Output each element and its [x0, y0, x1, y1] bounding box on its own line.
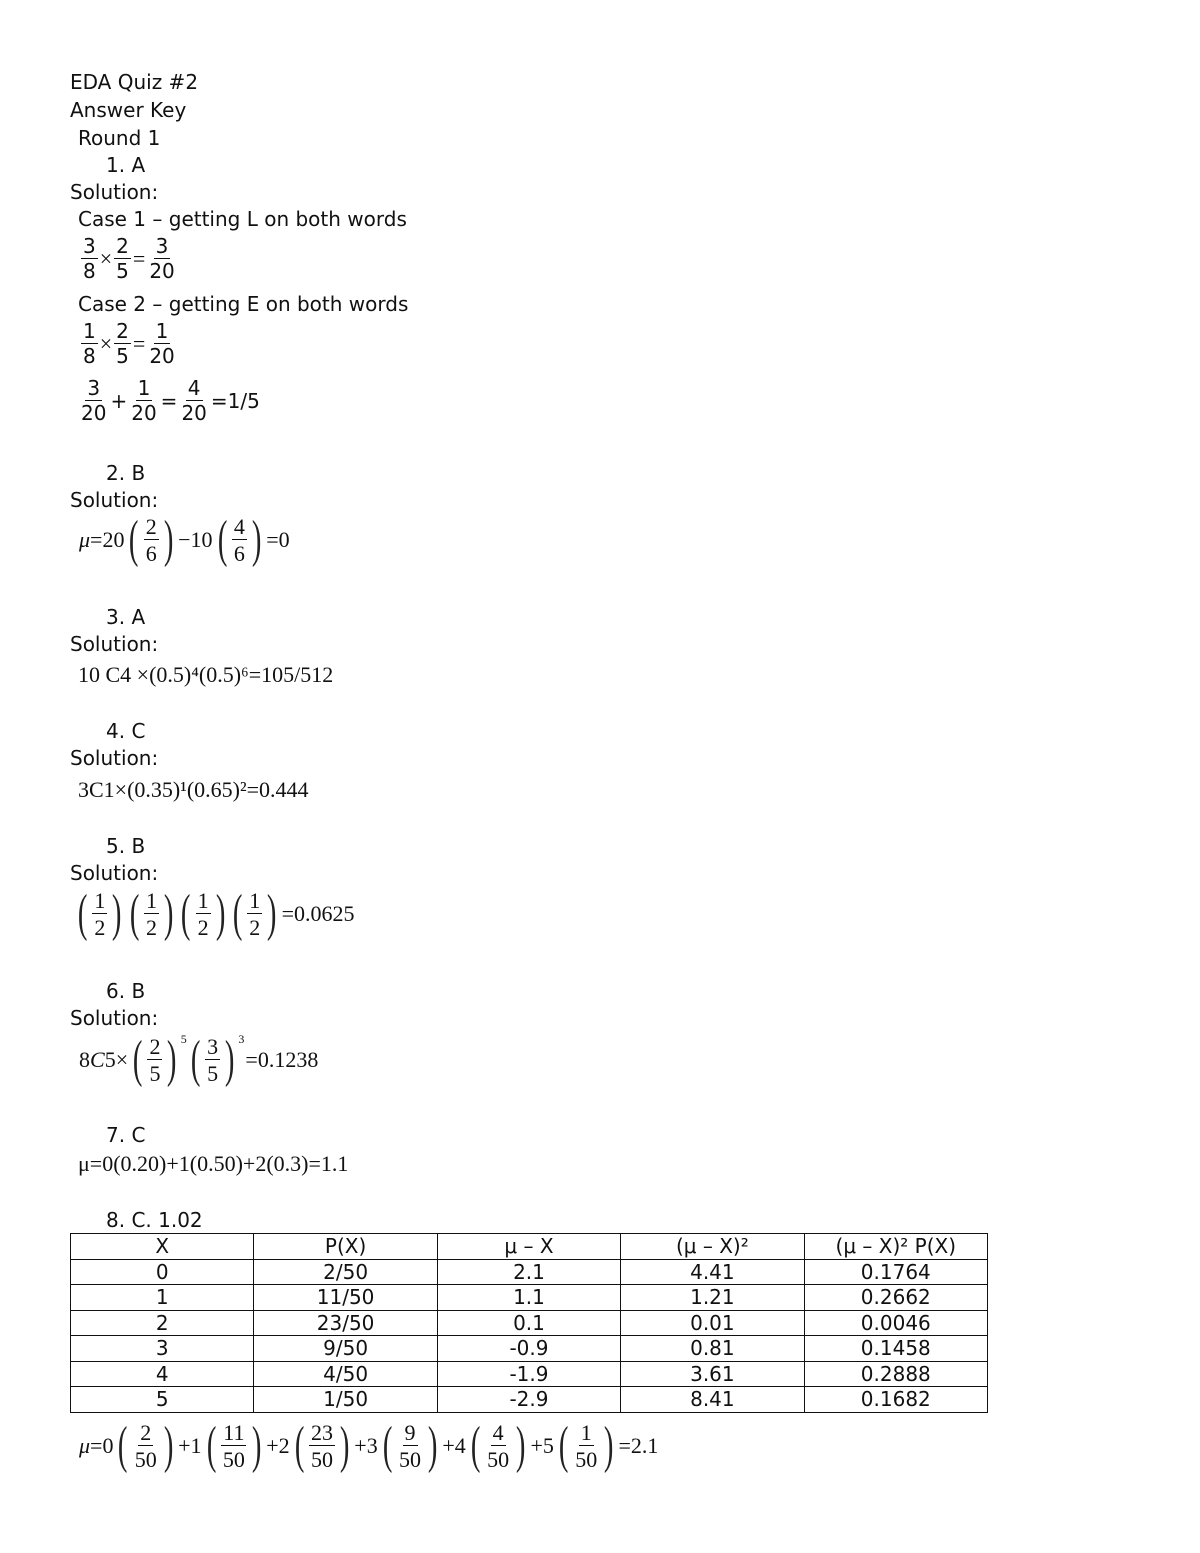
table-cell: 2.1: [437, 1259, 620, 1285]
table-cell: 3.61: [621, 1361, 804, 1387]
table-header: (μ – X)²: [621, 1234, 804, 1260]
table-cell: 0: [71, 1259, 254, 1285]
table-cell: 0.1458: [804, 1336, 987, 1362]
variance-table: [70, 1233, 988, 1413]
table-row: [71, 1310, 988, 1336]
table-cell: 4.41: [621, 1259, 804, 1285]
table-row: [71, 1285, 988, 1311]
binomial-equation-q3: 10 C4 ×(0.5)⁴(0.5)⁶=105/512: [78, 662, 334, 687]
table-cell: 0.1: [437, 1310, 620, 1336]
table-header: (μ – X)² P(X): [804, 1234, 987, 1260]
table-cell: 0.81: [621, 1336, 804, 1362]
table-cell: 11/50: [254, 1285, 437, 1311]
mean-equation-q7: μ=0(0.20)+1(0.50)+2(0.3)=1.1: [78, 1151, 349, 1176]
table-cell: 8.41: [621, 1387, 804, 1413]
table-cell: 0.0046: [804, 1310, 987, 1336]
table-cell: 5: [71, 1387, 254, 1413]
table-cell: 9/50: [254, 1336, 437, 1362]
solution-label: Solution:: [70, 861, 159, 885]
probability-equation-q5: ( $\frac{1}{2}$ ) ( $\frac{1}{2}$ ) ( $\frac{1}{2}$ ) ( $\frac{1}{2}$ ) =0.0625: [77, 885, 355, 942]
solution-label: Solution:: [70, 488, 159, 512]
table-header: μ – X: [437, 1234, 620, 1260]
solution-label: Solution:: [70, 746, 159, 770]
table-header-row: [71, 1234, 988, 1260]
sum-equation: $\frac{3}{20}$ + $\frac{1}{20}$ = $\frac{4}{20}$ =1/5: [81, 376, 260, 425]
case-1-text: Case 1 – getting L on both words: [78, 207, 407, 231]
case-1-equation: $\frac{3}{8}$ × $\frac{2}{5}$ = $\frac{3}{20}$: [83, 234, 175, 283]
case-2-text: Case 2 – getting E on both words: [78, 292, 409, 316]
table-cell: 0.1764: [804, 1259, 987, 1285]
table-cell: 1: [71, 1285, 254, 1311]
table-cell: 0.2888: [804, 1361, 987, 1387]
table-cell: 2/50: [254, 1259, 437, 1285]
table-header: X: [71, 1234, 254, 1260]
document-subtitle: Answer Key: [70, 98, 187, 122]
question-3-label: 3. A: [106, 605, 146, 629]
table-row: [71, 1259, 988, 1285]
round-heading: Round 1: [78, 126, 161, 150]
table-cell: 1.21: [621, 1285, 804, 1311]
question-1-label: 1. A: [106, 153, 146, 177]
mean-equation-q8: μ=0 ( $\frac{2}{50}$ ) +1 ( $\frac{11}{50}$ ) +2 ( $\frac{23}{50}$ ) +3 ( $\frac{9}{50}$ ) +4 ( $\frac{4}{50}$ ) +5 ( $\frac{1}{50}$ ) =2.1: [79, 1417, 659, 1474]
case-2-equation: $\frac{1}{8}$ × $\frac{2}{5}$ = $\frac{1}{20}$: [83, 319, 175, 368]
table-cell: 0.2662: [804, 1285, 987, 1311]
table-cell: 0.01: [621, 1310, 804, 1336]
table-row: [71, 1387, 988, 1413]
table-cell: 3: [71, 1336, 254, 1362]
table-cell: 1.1: [437, 1285, 620, 1311]
table-cell: 23/50: [254, 1310, 437, 1336]
table-cell: 2: [71, 1310, 254, 1336]
table-cell: 0.1682: [804, 1387, 987, 1413]
solution-label: Solution:: [70, 1006, 159, 1030]
table-row: [71, 1336, 988, 1362]
document-title: EDA Quiz #2: [70, 70, 199, 94]
table-cell: -0.9: [437, 1336, 620, 1362]
table-header: P(X): [254, 1234, 437, 1260]
table-cell: 4: [71, 1361, 254, 1387]
binomial-equation-q4: 3C1×(0.35)¹(0.65)²=0.444: [78, 777, 309, 802]
solution-label: Solution:: [70, 180, 159, 204]
question-8-label: 8. C. 1.02: [106, 1208, 203, 1232]
table-cell: -2.9: [437, 1387, 620, 1413]
table-cell: 4/50: [254, 1361, 437, 1387]
question-6-label: 6. B: [106, 979, 146, 1003]
binomial-equation-q6: 8C5× ( $\frac{2}{5}$ ) $^5$ ( $\frac{3}{5}$ ) $^3$=0.1238: [79, 1030, 319, 1088]
table-cell: -1.9: [437, 1361, 620, 1387]
solution-label: Solution:: [70, 632, 159, 656]
question-2-label: 2. B: [106, 461, 146, 485]
question-7-label: 7. C: [106, 1123, 146, 1147]
table-row: [71, 1361, 988, 1387]
question-4-label: 4. C: [106, 719, 146, 743]
question-5-label: 5. B: [106, 834, 146, 858]
table-cell: 1/50: [254, 1387, 437, 1413]
mean-equation-q2: μ=20 ( $\frac{2}{6}$ ) −10 ( $\frac{4}{6}$ ) =0: [79, 511, 290, 568]
